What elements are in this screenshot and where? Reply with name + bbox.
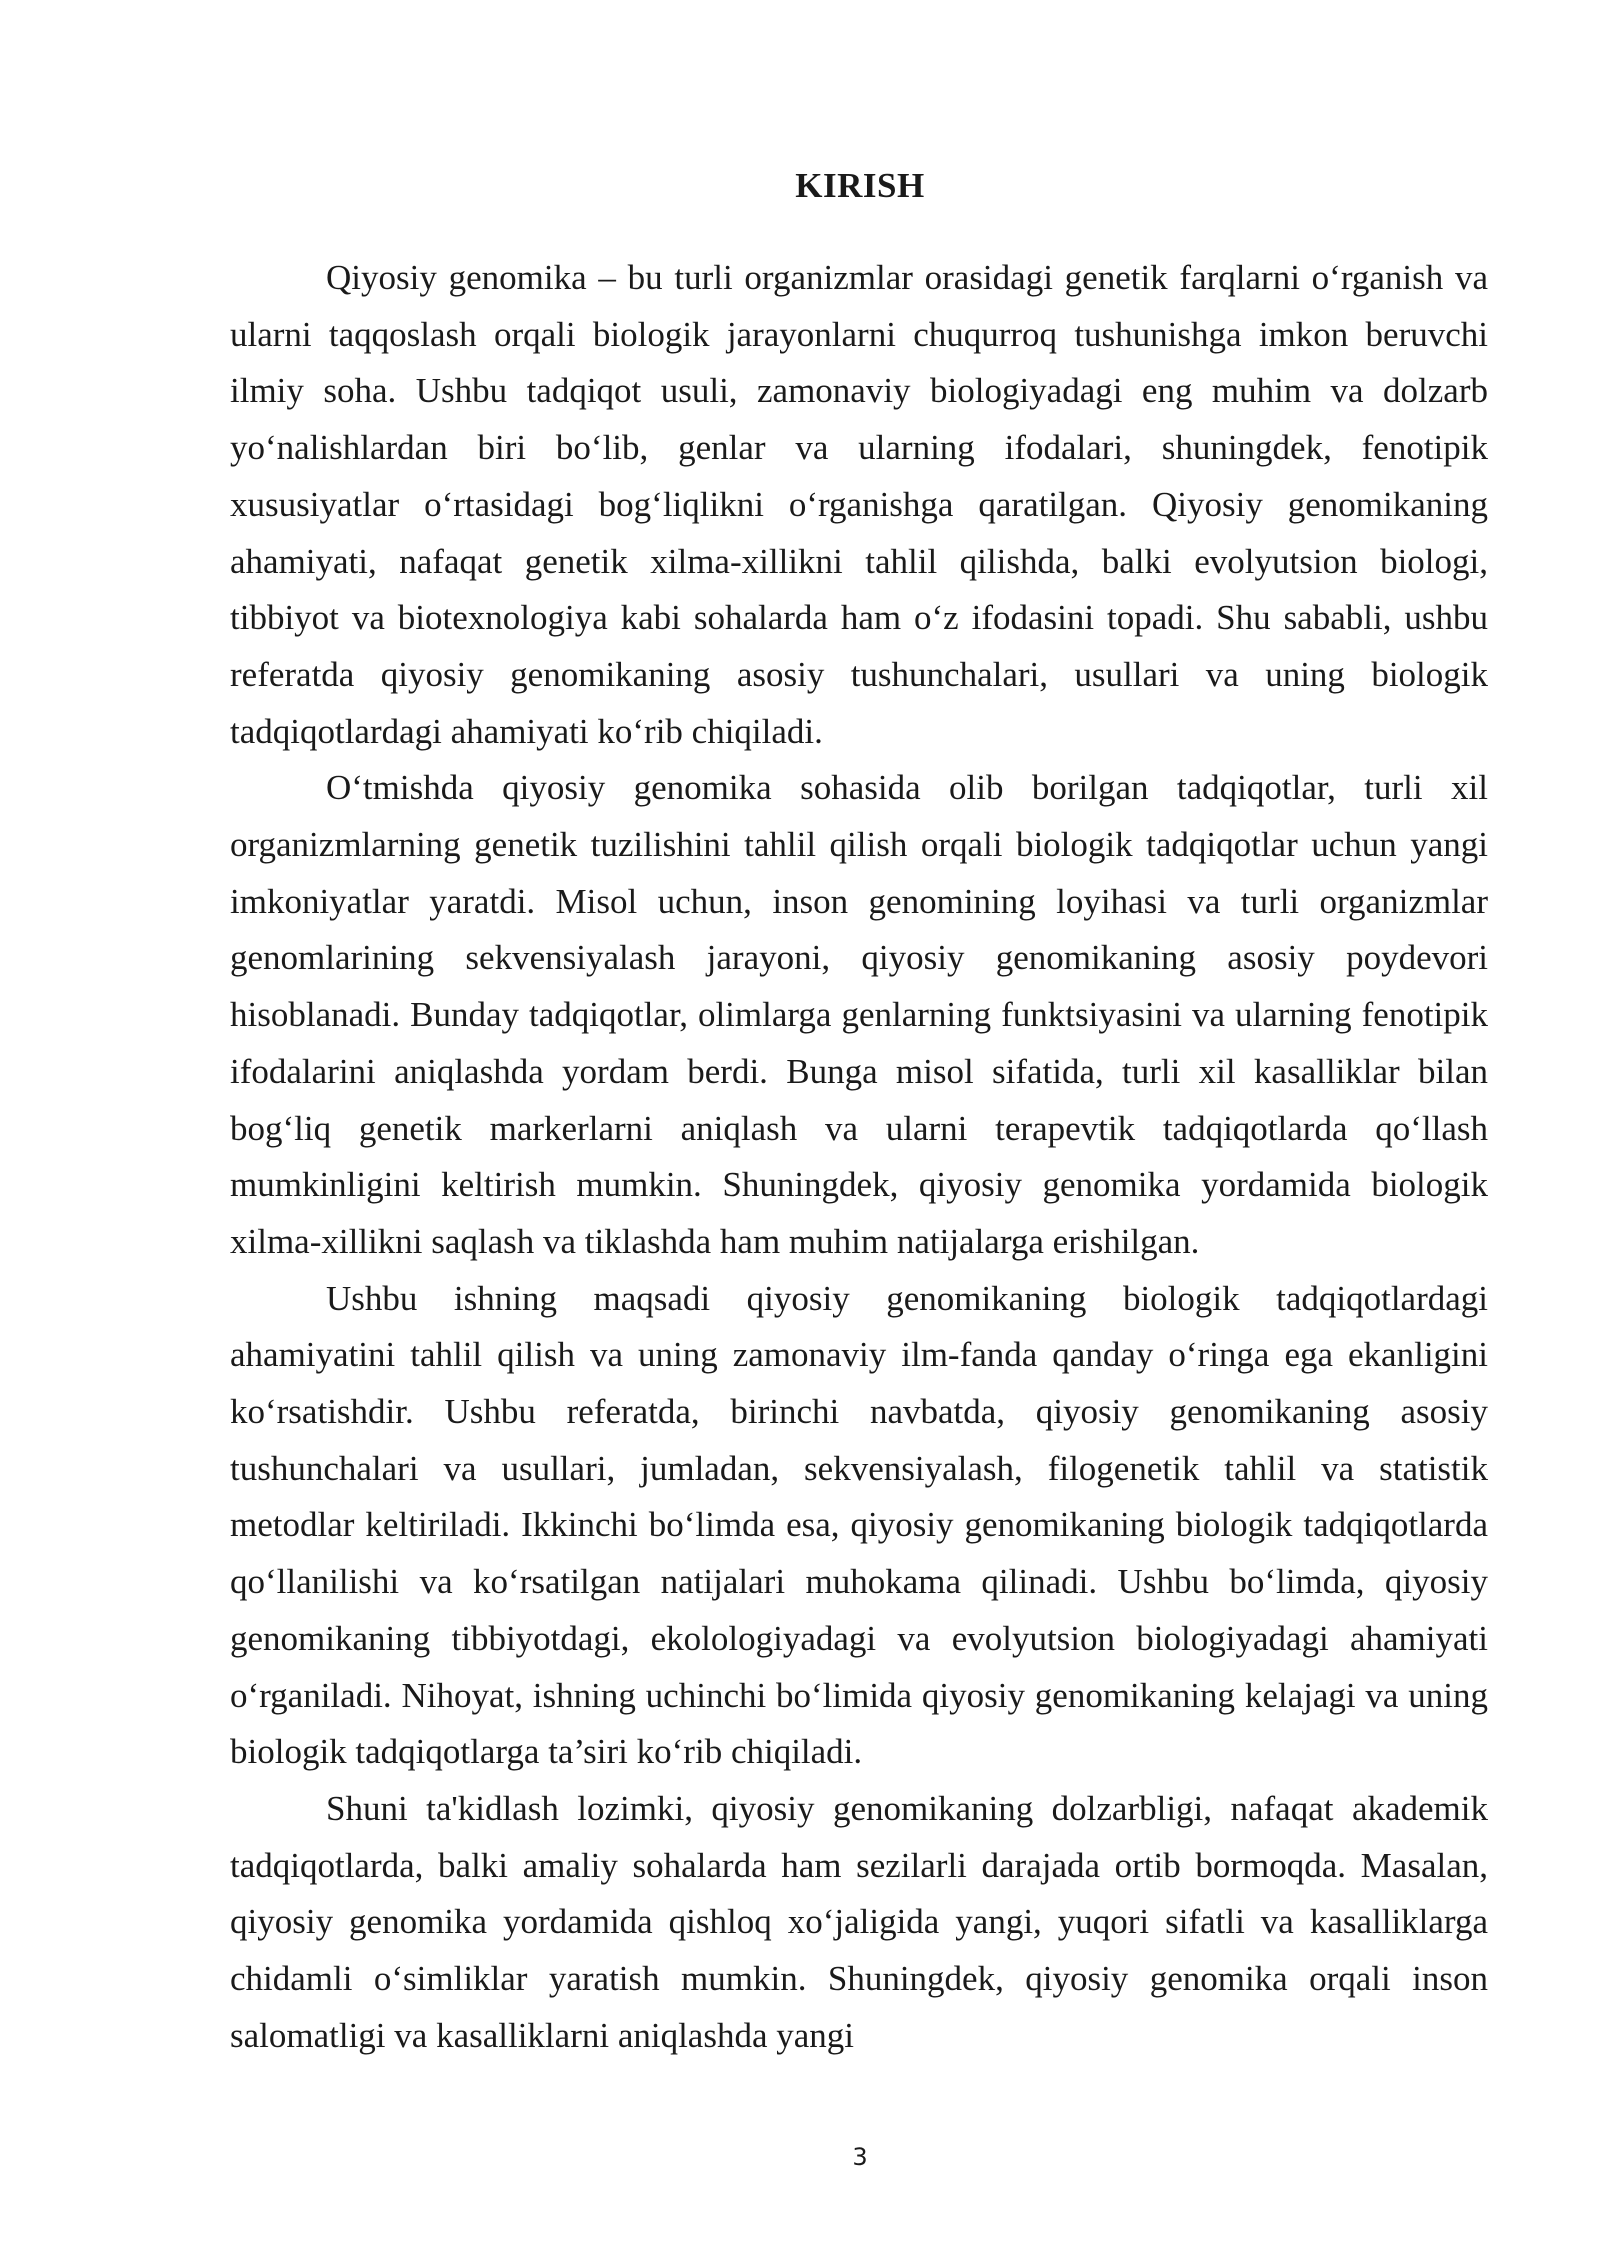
paragraph-2: Oʻtmishda qiyosiy genomika sohasida olib borilgan tadqiqotlar, turli xil organizmlarning genetik tuzilishini tahlil qilish orqali biologik tadqiqotlar uchun yangi imkoniyatlar yaratdi. Misol uchun, inson genomining loyihasi va turli organizmlar genomlarining sekvensiyalash jarayoni, qiyosiy genomikaning asosiy poydevori hisoblanadi. Bunday tadqiqotlar, olimlarga genlarning funktsiyasini va ularning fenotipik ifodalarini aniqlashda yordam berdi. Bunga misol sifatida, turli xil kasalliklar bilan bogʻliq genetik markerlarni aniqlash va ularni terapevtik tadqiqotlarda qoʻllash mumkinligini keltirish mumkin. Shuningdek, qiyosiy genomika yordamida biologik xilma-xillikni saqlash va tiklashda ham muhim natijalarga erishilgan. <box>230 768 1488 1261</box>
page-number: 3 <box>852 2143 868 2171</box>
paragraph-1: Qiyosiy genomika – bu turli organizmlar orasidagi genetik farqlarni oʻrganish va ularni taqqoslash orqali biologik jarayonlarni chuqurroq tushunishga imkon beruvchi ilmiy soha. Ushbu tadqiqot usuli, zamonaviy biologiyadagi eng muhim va dolzarb yoʻnalishlardan biri boʻlib, genlar va ularning ifodalari, shuningdek, fenotipik xususiyatlar oʻrtasidagi bogʻliqlikni oʻrganishga qaratilgan. Qiyosiy genomikaning ahamiyati, nafaqat genetik xilma-xillikni tahlil qilishda, balki evolyutsion biologi, tibbiyot va biotexnologiya kabi sohalarda ham oʻz ifodasini topadi. Shu sababli, ushbu referatda qiyosiy genomikaning asosiy tushunchalari, usullari va uning biologik tadqiqotlardagi ahamiyati koʻrib chiqiladi. <box>230 258 1488 751</box>
paragraph-3: Ushbu ishning maqsadi qiyosiy genomikaning biologik tadqiqotlardagi ahamiyatini tahlil qilish va uning zamonaviy ilm-fanda qanday oʻringa ega ekanligini koʻrsatishdir. Ushbu referatda, birinchi navbatda, qiyosiy genomikaning asosiy tushunchalari va usullari, jumladan, sekvensiyalash, filogenetik tahlil va statistik metodlar keltiriladi. Ikkinchi boʻlimda esa, qiyosiy genomikaning biologik tadqiqotlarda qoʻllanilishi va koʻrsatilgan natijalari muhokama qilinadi. Ushbu boʻlimda, qiyosiy genomikaning tibbiyotdagi, ekolologiyadagi va evolyutsion biologiyadagi ahamiyati oʻrganiladi. Nihoyat, ishning uchinchi boʻlimida qiyosiy genomikaning kelajagi va uning biologik tadqiqotlarga ta’siri koʻrib chiqiladi. <box>230 1278 1488 1772</box>
paragraph-4: Shuni ta'kidlash lozimki, qiyosiy genomikaning dolzarbligi, nafaqat akademik tadqiqotlarda, balki amaliy sohalarda ham sezilarli darajada ortib bormoqda. Masalan, qiyosiy genomika yordamida qishloq xoʻjaligida yangi, yuqori sifatli va kasalliklarga chidamli oʻsimliklar yaratish mumkin. Shuningdek, qiyosiy genomika orqali inson salomatligi va kasalliklarni aniqlashda yangi <box>230 1788 1488 2055</box>
section-title: KIRISH <box>795 166 925 205</box>
body-text <box>230 250 1488 2065</box>
